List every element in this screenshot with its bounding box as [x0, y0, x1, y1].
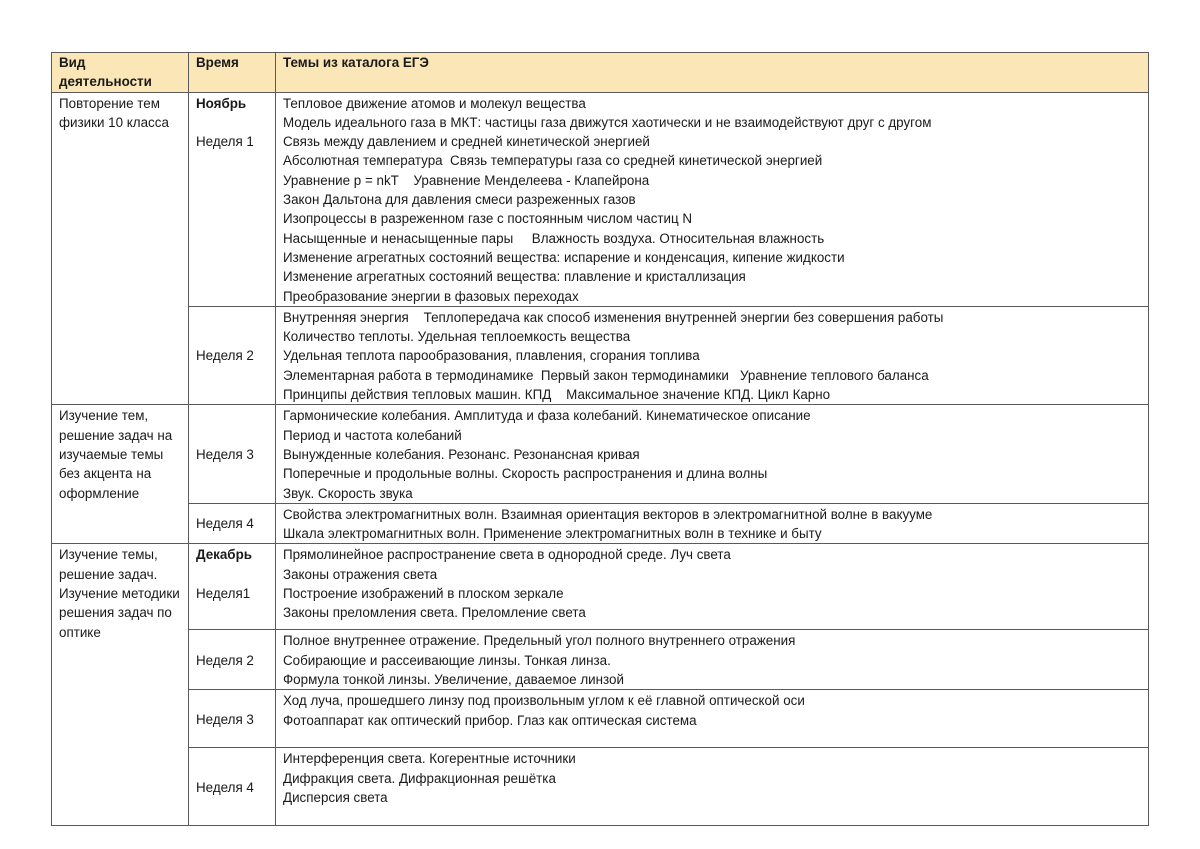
- header-activity: Вид деятельности: [52, 53, 189, 93]
- topic-item: Преобразование энергии в фазовых переходах: [283, 288, 579, 304]
- table-row: [52, 306, 1149, 404]
- month-label: Декабрь: [196, 547, 252, 563]
- topic-item: Тепловое движение атомов и молекул вещества: [283, 95, 586, 111]
- activity-line: решения задач по: [59, 605, 172, 621]
- month-label: Ноябрь: [196, 95, 247, 111]
- topic-item: Законы преломления света. Преломление света: [283, 605, 586, 621]
- activity-line: решение задач.: [59, 566, 158, 582]
- topics-cell: [276, 92, 1149, 306]
- topic-item: Собирающие и рассеивающие линзы. Тонкая линза.: [283, 652, 611, 668]
- topic-item: Свойства электромагнитных волн. Взаимная ориентация векторов в электромагнитной волне в вакууме: [283, 506, 933, 522]
- topic-item: Поперечные и продольные волны. Скорость распространения и длина волны: [283, 466, 768, 482]
- activity-line: оформление: [59, 485, 140, 501]
- topic-item: Гармонические колебания. Амплитуда и фаза колебаний. Кинематическое описание: [283, 408, 811, 424]
- week-label: Неделя 2: [196, 652, 254, 668]
- topic-item: Изменение агрегатных состояний вещества: плавление и кристаллизация: [283, 269, 746, 285]
- table-row: [52, 690, 1149, 748]
- topic-item: Абсолютная температура Связь температуры газа со средней кинетической энергией: [283, 153, 823, 169]
- week-label: Неделя1: [196, 586, 251, 602]
- time-cell: [189, 92, 276, 306]
- topic-item: Элементарная работа в термодинамике Первый закон термодинамики Уравнение теплового баланса: [283, 367, 929, 383]
- time-cell: [189, 503, 276, 544]
- time-cell: [189, 748, 276, 826]
- activity-cell: [52, 92, 189, 405]
- table-row: [52, 503, 1149, 544]
- topic-item: Фотоаппарат как оптический прибор. Глаз как оптическая система: [283, 712, 697, 728]
- topic-item: Количество теплоты. Удельная теплоемкость вещества: [283, 329, 631, 345]
- topic-item: Удельная теплота парообразования, плавления, сгорания топлива: [283, 348, 700, 364]
- topic-item: Вынужденные колебания. Резонанс. Резонансная кривая: [283, 446, 640, 462]
- topics-cell: [276, 306, 1149, 404]
- topics-cell: [276, 690, 1149, 748]
- ege-plan-table: [51, 52, 1149, 826]
- week-label: Неделя 3: [196, 446, 254, 462]
- topic-item: Интерференция света. Когерентные источники: [283, 751, 576, 767]
- table-row: [52, 405, 1149, 503]
- topic-item: Принципы действия тепловых машин. КПД Максимальное значение КПД. Цикл Карно: [283, 387, 831, 403]
- header-topics: Темы из каталога ЕГЭ: [276, 53, 1149, 93]
- activity-line: без акцента на: [59, 466, 152, 482]
- activity-line: Изучение тем,: [59, 408, 149, 424]
- topic-item: Построение изображений в плоском зеркале: [283, 586, 564, 602]
- activity-line: оптике: [59, 624, 101, 640]
- topic-item: Связь между давлением и средней кинетической энергией: [283, 134, 650, 150]
- table-row: [52, 92, 1149, 306]
- topic-item: Полное внутреннее отражение. Предельный угол полного внутреннего отражения: [283, 633, 796, 649]
- header-row: [52, 53, 1149, 93]
- activity-line: изучаемые темы: [59, 446, 164, 462]
- topic-item: Насыщенные и ненасыщенные пары Влажность воздуха. Относительная влажность: [283, 230, 825, 246]
- topics-cell: [276, 405, 1149, 503]
- activity-line: Изучение темы,: [59, 547, 158, 563]
- topic-item: Изменение агрегатных состояний вещества: испарение и конденсация, кипение жидкости: [283, 249, 845, 265]
- week-label: Неделя 4: [196, 516, 254, 532]
- topic-item: Дифракция света. Дифракционная решётка: [283, 770, 556, 786]
- topics-cell: [276, 544, 1149, 630]
- topic-item: Шкала электромагнитных волн. Применение электромагнитных волн в технике и быту: [283, 526, 822, 542]
- header-time: Время: [189, 53, 276, 93]
- activity-line: Изучение методики: [59, 586, 180, 602]
- week-label: Неделя 1: [196, 134, 254, 150]
- week-label: Неделя 2: [196, 348, 254, 364]
- topic-item: Уравнение p = nkT Уравнение Менделеева - Клапейрона: [283, 172, 650, 188]
- time-cell: [189, 690, 276, 748]
- topic-item: Внутренняя энергия Теплопередача как способ изменения внутренней энергии без совершения работы: [283, 309, 944, 325]
- activity-line: решение задач на: [59, 427, 173, 443]
- topic-item: Период и частота колебаний: [283, 427, 462, 443]
- topic-item: Закон Дальтона для давления смеси разреженных газов: [283, 192, 636, 208]
- time-cell: [189, 306, 276, 404]
- week-label: Неделя 3: [196, 711, 254, 727]
- topic-item: Звук. Скорость звука: [283, 485, 413, 501]
- activity-cell: [52, 544, 189, 826]
- topic-item: Прямолинейное распространение света в однородной среде. Луч света: [283, 547, 731, 563]
- topic-item: Ход луча, прошедшего линзу под произвольным углом к её главной оптической оси: [283, 693, 805, 709]
- topics-cell: [276, 630, 1149, 690]
- topic-item: Изопроцессы в разреженном газе с постоянным числом частиц N: [283, 211, 693, 227]
- activity-line: физики 10 класса: [59, 114, 169, 130]
- topic-item: Формула тонкой линзы. Увеличение, даваемое линзой: [283, 672, 624, 688]
- table-row: [52, 544, 1149, 630]
- time-cell: [189, 630, 276, 690]
- topics-cell: [276, 748, 1149, 826]
- time-cell: [189, 544, 276, 630]
- topic-item: Законы отражения света: [283, 566, 438, 582]
- table-row: [52, 748, 1149, 826]
- topic-item: Дисперсия света: [283, 789, 388, 805]
- table-row: [52, 630, 1149, 690]
- time-cell: [189, 405, 276, 503]
- activity-cell: [52, 405, 189, 544]
- week-label: Неделя 4: [196, 779, 254, 795]
- topic-item: Модель идеального газа в МКТ: частицы газа движутся хаотически и не взаимодействуют друг с другом: [283, 114, 932, 130]
- topics-cell: [276, 503, 1149, 544]
- activity-line: Повторение тем: [59, 95, 160, 111]
